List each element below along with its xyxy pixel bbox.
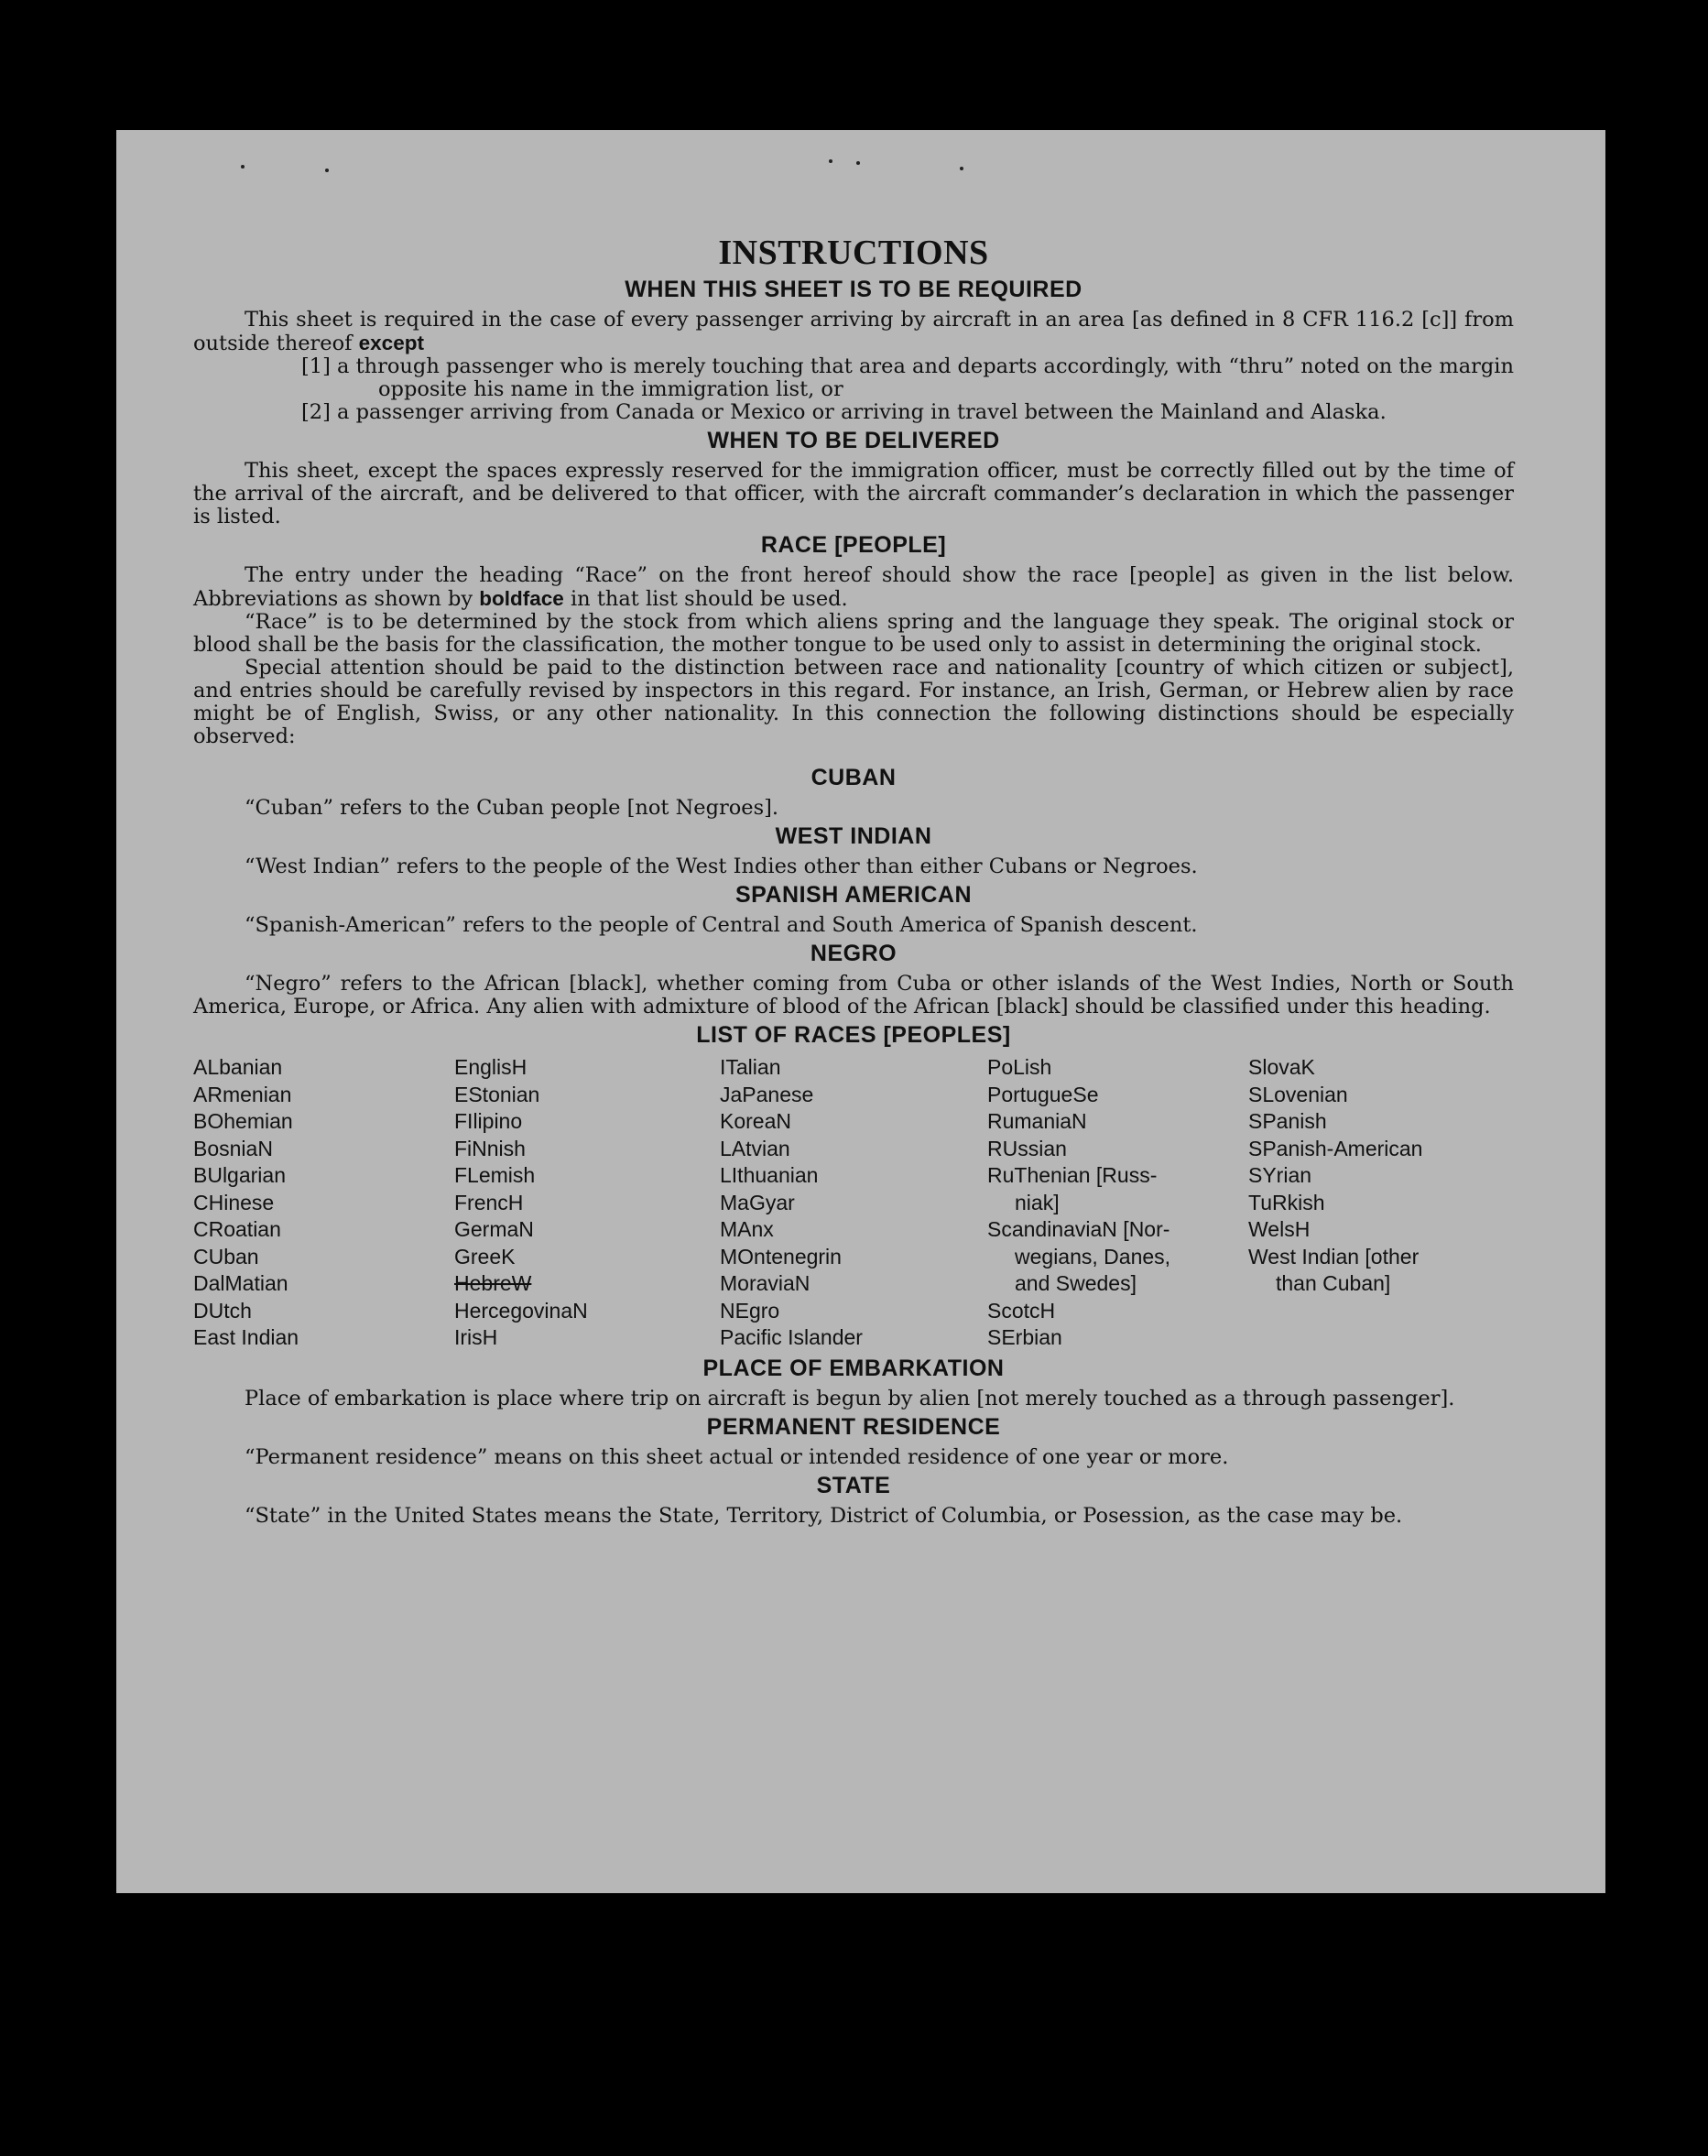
races-column-2 [454, 1054, 720, 1352]
race-entry: East Indian [193, 1325, 299, 1349]
race-entry: TuRkish [1248, 1190, 1325, 1214]
race-entry: BOhemian [193, 1109, 293, 1133]
spanish-american-text: “Spanish-American” refers to the people of Central and South America of Spanish descent. [245, 913, 1198, 937]
race-entry: Pacific Islander [720, 1325, 863, 1349]
race-entry: DUtch [193, 1298, 252, 1323]
race-entry: NEgro [720, 1298, 780, 1323]
exception-item-1: [1] a through passenger who is merely touching that area and departs accordingly, with “thru” noted on the margin opposite his name in the immigration list, or [301, 354, 1514, 401]
required-intro: This sheet is required in the case of every passenger arriving by aircraft in an area [as defined in 8 CFR 116.2 [c]] from outside thereof except [193, 308, 1514, 355]
race-entry-struck: HebreW [454, 1271, 532, 1295]
race-entry: ScotcH [987, 1298, 1056, 1323]
race-entry: LAtvian [720, 1136, 790, 1160]
race-paragraph-1: The entry under the heading “Race” on the front hereof should show the race [people] as given in the list below. Abbreviations as shown by boldface in that list should be used. [193, 563, 1514, 611]
section-heading-spanish-american: SPANISH AMERICAN [734, 882, 972, 908]
section-heading-delivered: WHEN TO BE DELIVERED [707, 428, 1000, 453]
section-heading-negro: NEGRO [810, 941, 898, 966]
race-entry: PoLish [987, 1055, 1052, 1079]
race-entry: SYrian [1248, 1163, 1312, 1187]
races-column-3 [720, 1054, 987, 1352]
race-entry: SlovaK [1248, 1055, 1315, 1079]
instructions-content [193, 233, 1514, 1528]
race-entry: FiNnish [454, 1136, 526, 1160]
race-entry: DalMatian [193, 1271, 288, 1295]
race-entry: FIlipino [454, 1109, 523, 1133]
embarkation-text: Place of embarkation is place where trip on aircraft is begun by alien [not merely touched as a through passenger]. [245, 1386, 1455, 1410]
residence-text: “Permanent residence” means on this sheet actual or intended residence of one year or more. [245, 1444, 1229, 1469]
speck-mark [856, 161, 860, 165]
page-title: INSTRUCTIONS [718, 234, 989, 272]
section-heading-residence: PERMANENT RESIDENCE [706, 1413, 1001, 1440]
race-entry: EnglisH [454, 1055, 528, 1079]
race-entry: PortugueSe [987, 1082, 1099, 1106]
race-entry: MOntenegrin [720, 1244, 842, 1269]
section-heading-embarkation: PLACE OF EMBARKATION [702, 1355, 1005, 1381]
state-text: “State” in the United States means the State, Territory, District of Columbia, or Posession, as the case may be. [245, 1503, 1403, 1528]
race-entry: ScandinaviaN [Nor- [987, 1217, 1170, 1241]
races-column-5 [1248, 1054, 1514, 1352]
race-paragraph-2: “Race” is to be determined by the stock from which aliens spring and the language they speak. The original stock or blood shall be the basis for the classification, the mother tongue to be used only to assist in determining the original stock. [193, 610, 1514, 657]
race-entry: LIthuanian [720, 1163, 819, 1187]
race-entry: ALbanian [193, 1055, 283, 1079]
section-heading-west-indian: WEST INDIAN [775, 823, 932, 849]
west-indian-text: “West Indian” refers to the people of the West Indies other than either Cubans or Negroes. [245, 855, 1198, 878]
delivered-text: This sheet, except the spaces expressly reserved for the immigration officer, must be correctly filled out by the time of the arrival of the aircraft, and be delivered to that officer, with the aircraft commander’s declaration in which the passenger is listed. [193, 459, 1514, 528]
race-entry: CRoatian [193, 1217, 281, 1241]
race-entry: ITalian [720, 1055, 781, 1079]
race-entry: SPanish [1248, 1109, 1327, 1133]
section-heading-cuban: CUBAN [810, 765, 897, 790]
races-column-4 [987, 1054, 1248, 1352]
race-entry: IrisH [454, 1325, 498, 1349]
section-heading-required: WHEN THIS SHEET IS TO BE REQUIRED [625, 277, 1082, 302]
exception-item-2: [2] a passenger arriving from Canada or Mexico or arriving in travel between the Mainland and Alaska. [301, 400, 1387, 424]
race-entry: KoreaN [720, 1109, 791, 1133]
race-entry: GermaN [454, 1217, 534, 1241]
race-entry: ARmenian [193, 1082, 292, 1106]
race-entry: WelsH [1248, 1217, 1311, 1241]
race-entry: EStonian [454, 1082, 540, 1106]
race-entry: BosniaN [193, 1136, 273, 1160]
race-entry-continued: than Cuban] [1276, 1271, 1391, 1295]
race-entry: HercegovinaN [454, 1298, 588, 1323]
section-heading-state: STATE [816, 1472, 891, 1498]
speck-mark [241, 165, 245, 169]
race-entry: MAnx [720, 1217, 774, 1241]
race-entry-continued: wegians, Danes, [1015, 1244, 1171, 1269]
race-entry: SErbian [987, 1325, 1062, 1349]
race-entry: CUban [193, 1244, 259, 1269]
race-entry: RUssian [987, 1136, 1067, 1160]
races-column-1 [193, 1054, 454, 1352]
race-entry: RumaniaN [987, 1109, 1087, 1133]
race-entry: CHinese [193, 1190, 275, 1214]
race-entry: SPanish-American [1248, 1136, 1423, 1160]
race-entry-continued: niak] [1015, 1190, 1060, 1214]
race-entry: BUlgarian [193, 1163, 286, 1187]
race-entry: MoraviaN [720, 1271, 810, 1295]
negro-text: “Negro” refers to the African [black], whether coming from Cuba or other islands of the West Indies, North or South America, Europe, or Africa. Any alien with admixture of blood of the African [black] should be classified under this heading. [193, 972, 1514, 1018]
speck-mark [960, 167, 963, 170]
race-entry: FLemish [454, 1163, 536, 1187]
cuban-text: “Cuban” refers to the Cuban people [not Negroes]. [245, 796, 779, 820]
race-entry: JaPanese [720, 1082, 814, 1106]
race-entry: FrencH [454, 1190, 524, 1214]
race-entry: SLovenian [1248, 1082, 1348, 1106]
race-entry: West Indian [other [1248, 1244, 1420, 1269]
races-list-heading: LIST OF RACES [PEOPLES] [696, 1022, 1011, 1048]
race-entry: RuThenian [Russ- [987, 1163, 1158, 1187]
speck-mark [829, 159, 832, 163]
race-paragraph-3: Special attention should be paid to the distinction between race and nationality [country of which citizen or subject], and entries should be carefully revised by inspectors in this regard. For instance, an Irish, German, or Hebrew alien by race might be of English, Swiss, or any other nationality. In this connection the following distinctions should be especially observed: [193, 656, 1514, 748]
speck-mark [325, 169, 329, 172]
race-entry: MaGyar [720, 1190, 795, 1214]
race-entry: GreeK [454, 1244, 516, 1269]
races-list [193, 1054, 1514, 1352]
document-sheet [116, 130, 1605, 1893]
section-heading-race: RACE [PEOPLE] [760, 532, 947, 558]
race-entry-continued: and Swedes] [1015, 1271, 1137, 1295]
